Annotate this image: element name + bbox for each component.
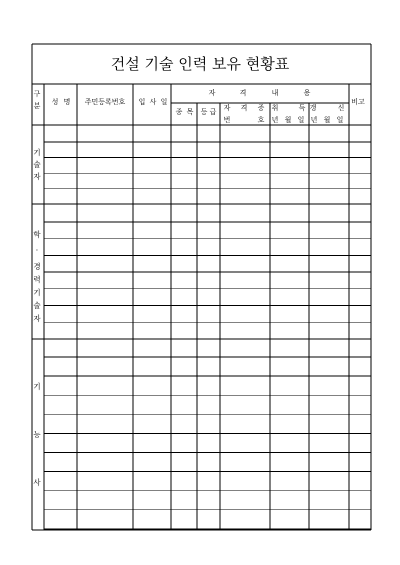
header-renewal-5: 일: [336, 116, 344, 124]
header-category-1: 구: [33, 90, 41, 98]
section-skilled-1: 기: [33, 382, 41, 391]
section-technician-3: 자: [33, 172, 41, 181]
section-skilled-2: 능: [33, 430, 41, 439]
header-renewal-4: 월: [323, 116, 331, 124]
header-acquired-2: 득: [298, 104, 306, 112]
header-hire-date-3: 일: [160, 98, 168, 106]
header-remarks: 비고: [351, 98, 365, 106]
section-academic-2: ·: [35, 246, 39, 255]
header-grade-1: 등: [200, 108, 208, 116]
header-name-2: 명: [63, 98, 71, 106]
header-type-2: 목: [186, 108, 194, 116]
section-technician-1: 기: [33, 148, 41, 157]
header-qualification-4: 용: [303, 89, 311, 97]
section-academic-1: 학: [33, 230, 41, 239]
section-academic-7: 자: [33, 314, 41, 323]
header-renewal-3: 년: [310, 116, 318, 124]
header-acquired-3: 년: [271, 116, 279, 124]
section-academic-5: 기: [33, 288, 41, 297]
header-cert-number-4: 번: [223, 116, 231, 124]
section-academic-3: 경: [33, 262, 41, 271]
header-hire-date-2: 사: [149, 98, 157, 106]
header-cert-number-5: 호: [257, 116, 265, 124]
header-qualification-2: 격: [239, 89, 247, 97]
header-qualification-3: 내: [271, 89, 279, 97]
header-cert-number-3: 증: [257, 104, 265, 112]
header-qualification-1: 자: [208, 89, 216, 97]
form-title: 건설 기술 인력 보유 현황표: [110, 55, 290, 73]
header-cert-number-1: 자: [223, 104, 231, 112]
section-skilled-3: 사: [33, 478, 41, 487]
header-category-2: 분: [33, 102, 41, 110]
section-academic-6: 술: [33, 301, 41, 310]
header-hire-date-1: 입: [138, 98, 146, 106]
header-name-1: 성: [51, 98, 59, 106]
form-grid: [32, 44, 371, 530]
header-cert-number-2: 격: [240, 104, 248, 112]
header-type-1: 종: [175, 108, 183, 116]
header-acquired-1: 취: [271, 104, 279, 112]
section-academic-4: 력: [33, 275, 41, 284]
header-acquired-5: 일: [297, 116, 305, 124]
header-renewal-1: 갱: [309, 104, 317, 112]
header-acquired-4: 월: [284, 116, 292, 124]
header-grade-2: 급: [209, 108, 217, 116]
header-renewal-2: 신: [337, 104, 345, 112]
section-technician-2: 술: [33, 160, 41, 169]
header-resident-id: 주민등록번호: [84, 98, 126, 106]
